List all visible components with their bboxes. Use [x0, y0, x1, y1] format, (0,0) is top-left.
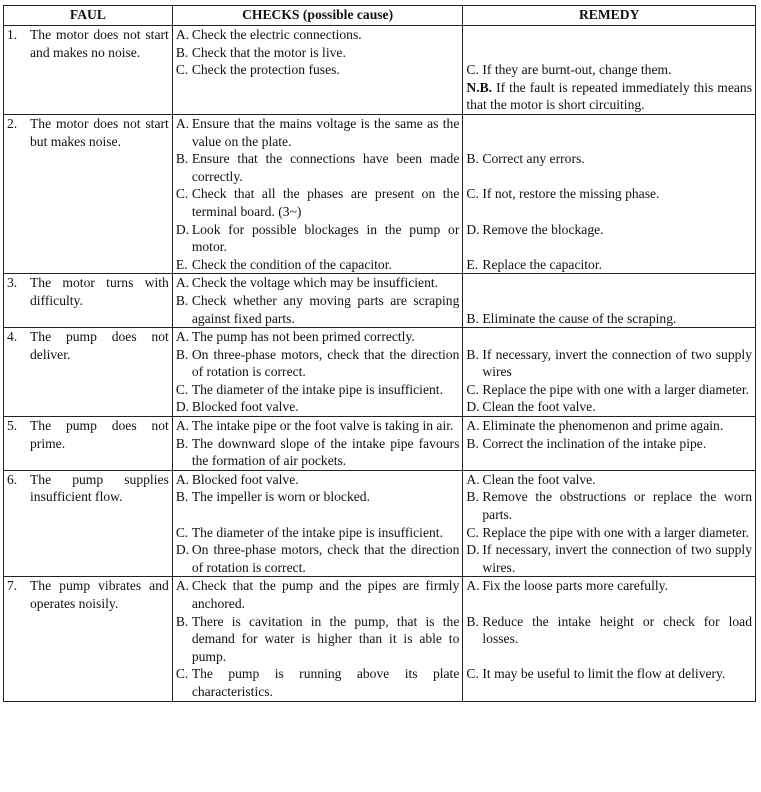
remedy-cell: [463, 328, 756, 417]
check-item: A. Check the electric connections.: [175, 27, 362, 42]
check-item: B. Check that the motor is live.: [175, 44, 346, 60]
checks-cell: [172, 328, 463, 417]
checks-cell: [172, 274, 463, 328]
check-item: B. The downward slope of the intake pipe favours the formation of air pockets.: [175, 435, 460, 469]
fault-text: The pump vibrates and operates noisily.: [30, 578, 169, 611]
check-item: D. Blocked foot valve.: [175, 399, 299, 415]
check-item: A. Blocked foot valve.: [175, 471, 299, 487]
fault-cell: [4, 577, 173, 701]
table-row: [4, 417, 756, 471]
checks-cell: [172, 470, 463, 577]
fault-number: 5.: [7, 418, 18, 434]
check-item: E. Check the condition of the capacitor.: [175, 256, 392, 272]
header-row: [4, 6, 756, 26]
fault-text: The pump supplies insufficient flow.: [30, 471, 169, 505]
fault-text: The motor does not start but makes noise.: [30, 115, 169, 149]
remedy-item: A. Fix the loose parts more carefully.: [466, 578, 668, 594]
remedy-item: B. Remove the obstructions or replace the worn parts.: [466, 489, 752, 523]
table-row: [4, 577, 756, 701]
remedy-item: C. Replace the pipe with one with a larger diameter.: [466, 524, 749, 540]
header-checks: CHECKS (possible cause): [172, 6, 463, 26]
fault-cell: [4, 470, 173, 577]
remedy-item: A. Eliminate the phenomenon and prime again.: [466, 418, 724, 434]
fault-cell: [4, 328, 173, 417]
fault-cell: [4, 114, 173, 273]
remedy-item: D. Clean the foot valve.: [466, 399, 596, 415]
fault-cell: [4, 417, 173, 471]
fault-number: 1.: [7, 27, 18, 42]
checks-cell: [172, 417, 463, 471]
fault-text: The pump does not deliver.: [30, 329, 169, 362]
remedy-item: C. If not, restore the missing phase.: [466, 186, 660, 202]
header-fault: FAUL: [4, 6, 173, 26]
check-item: D. On three-phase motors, check that the direction of rotation is correct.: [175, 542, 460, 575]
table-row: [4, 274, 756, 328]
nb-text: If the fault is repeated immediately this means that the motor is short circuiting.: [466, 79, 752, 113]
check-item: A. Check the voltage which may be insufficient.: [175, 275, 439, 291]
checks-cell: [172, 114, 463, 273]
checks-cell: [172, 26, 463, 115]
check-item: D. Look for possible blockages in the pump or motor.: [175, 221, 460, 255]
check-item: B. The impeller is worn or blocked.: [175, 489, 370, 505]
fault-text: The motor does not start and makes no noise.: [30, 27, 169, 60]
check-item: A. The intake pipe or the foot valve is taking in air.: [175, 418, 454, 434]
fault-number: 7.: [7, 578, 18, 594]
remedy-cell: [463, 470, 756, 577]
check-item: C. The pump is running above its plate characteristics.: [175, 666, 460, 699]
remedy-item: C. Replace the pipe with one with a larger diameter.: [466, 381, 749, 397]
check-item: B. There is cavitation in the pump, that is the demand for water is higher than it is able to pump.: [175, 613, 460, 664]
check-item: A. Ensure that the mains voltage is the same as the value on the plate.: [175, 115, 460, 149]
remedy-item: B. Eliminate the cause of the scraping.: [466, 310, 677, 326]
checks-cell: [172, 577, 463, 701]
remedy-cell: [463, 577, 756, 701]
check-item: B. Check whether any moving parts are scraping against fixed parts.: [175, 292, 460, 326]
fault-text: The pump does not prime.: [30, 418, 169, 451]
table-row: [4, 114, 756, 273]
remedy-cell: [463, 274, 756, 328]
check-item: A. Check that the pump and the pipes are firmly anchored.: [175, 578, 460, 611]
remedy-cell: [463, 26, 756, 115]
remedy-cell: [463, 114, 756, 273]
remedy-item: B. If necessary, invert the connection of two supply wires: [466, 346, 752, 380]
remedy-item: D. If necessary, invert the connection of two supply wires.: [466, 542, 752, 575]
table-row: [4, 26, 756, 115]
nb-note: [466, 79, 752, 114]
remedy-item: B. Correct any errors.: [466, 151, 585, 167]
remedy-item: C. If they are burnt-out, change them.: [466, 62, 672, 78]
check-item: C. The diameter of the intake pipe is insufficient.: [175, 381, 443, 397]
remedy-item: E. Replace the capacitor.: [466, 256, 603, 272]
fault-text: The motor turns with difficulty.: [30, 275, 169, 308]
fault-cell: [4, 26, 173, 115]
check-item: B. Ensure that the connections have been made correctly.: [175, 151, 460, 184]
remedy-cell: [463, 417, 756, 471]
check-item: A. The pump has not been primed correctly.: [175, 329, 415, 345]
table-row: [4, 328, 756, 417]
remedy-item: B. Reduce the intake height or check for load losses.: [466, 613, 752, 647]
remedy-item: B. Correct the inclination of the intake pipe.: [466, 435, 707, 451]
table-row: [4, 470, 756, 577]
header-remedy: REMEDY: [463, 6, 756, 26]
check-item: C. Check that all the phases are present on the terminal board. (3~): [175, 186, 460, 219]
remedy-item: A. Clean the foot valve.: [466, 471, 596, 487]
fault-number: 4.: [7, 329, 18, 345]
nb-label: N.B.: [466, 79, 493, 95]
remedy-item: C. It may be useful to limit the flow at delivery.: [466, 666, 726, 682]
check-item: C. The diameter of the intake pipe is insufficient.: [175, 524, 443, 540]
fault-number: 3.: [7, 275, 18, 291]
check-item: B. On three-phase motors, check that the direction of rotation is correct.: [175, 346, 460, 380]
remedy-item: D. Remove the blockage.: [466, 221, 604, 237]
fault-cell: [4, 274, 173, 328]
check-item: C. Check the protection fuses.: [175, 62, 340, 78]
troubleshooting-table: [3, 5, 756, 702]
fault-number: 2.: [7, 115, 18, 131]
fault-number: 6.: [7, 471, 18, 487]
